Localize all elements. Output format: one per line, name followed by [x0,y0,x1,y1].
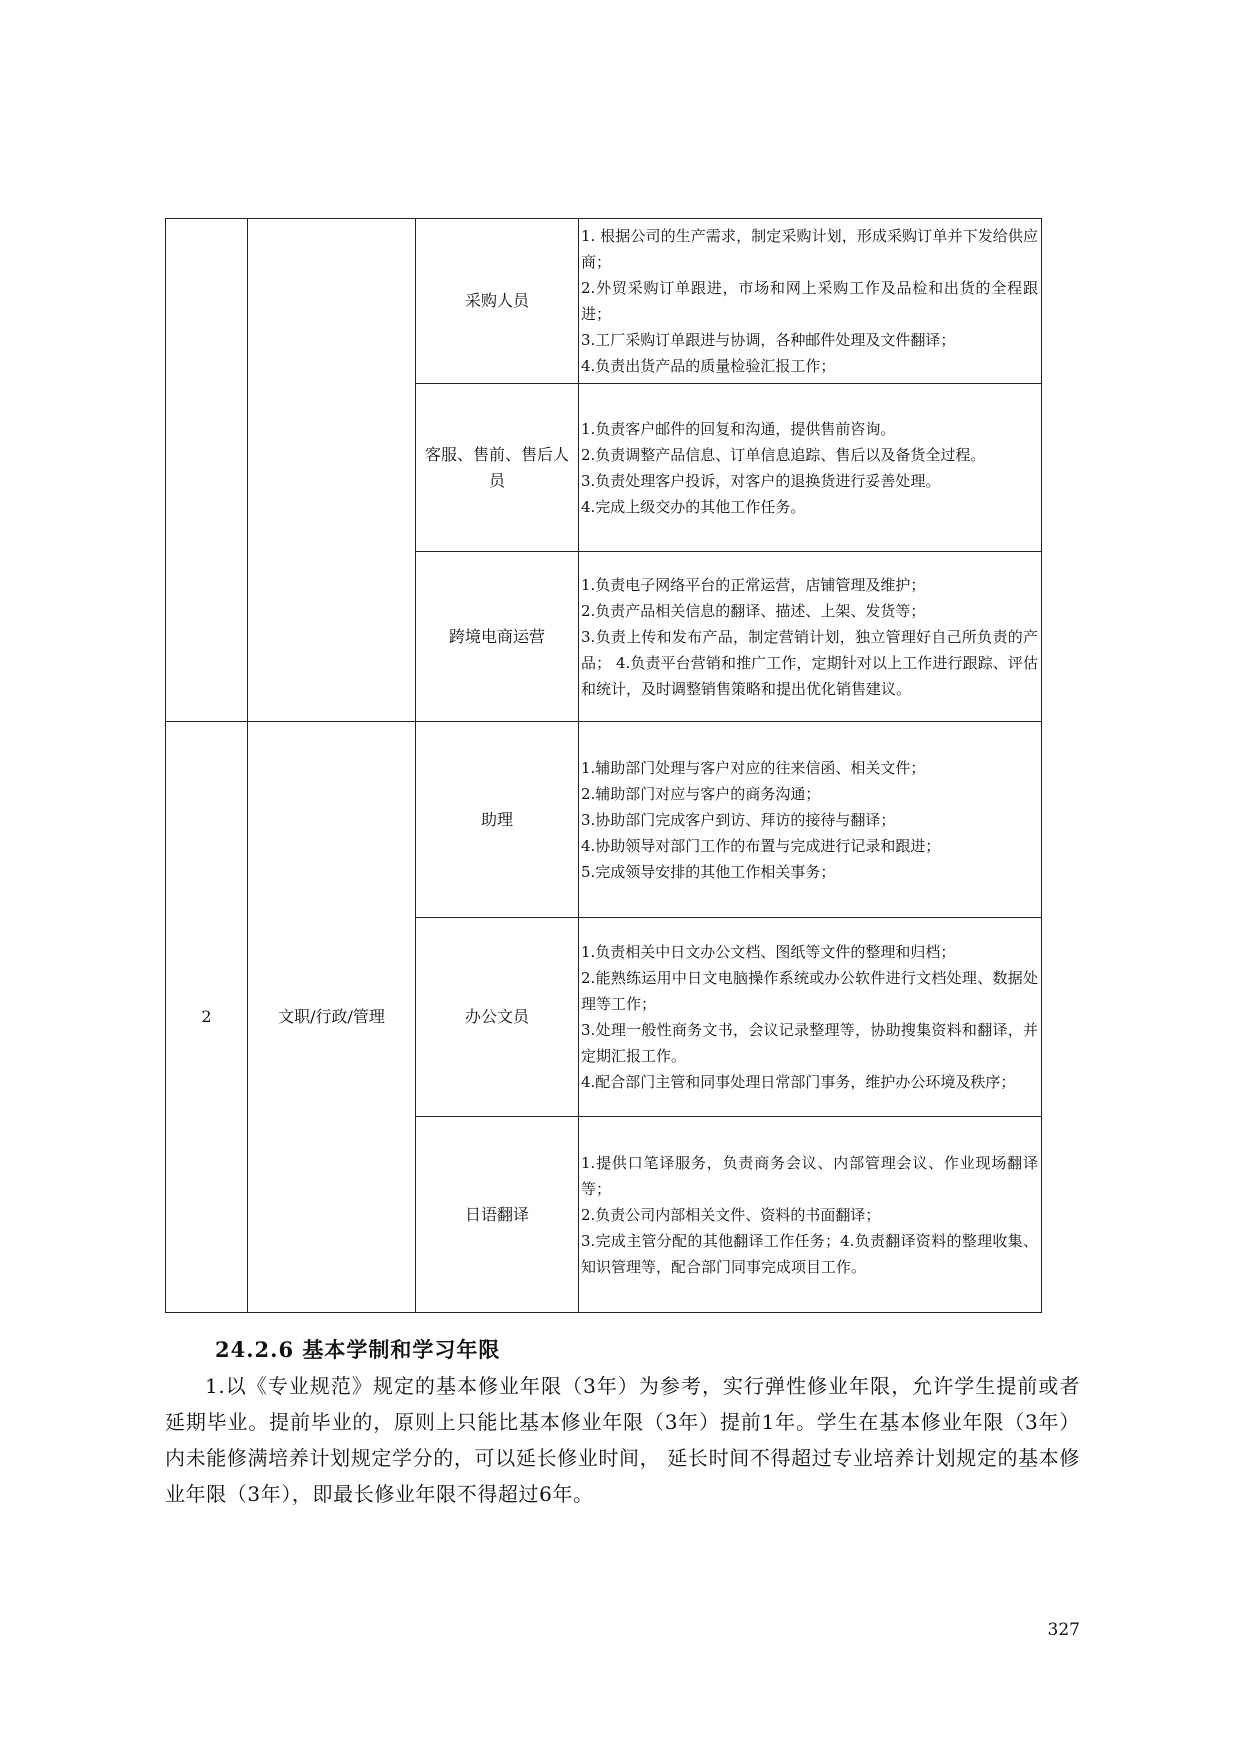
group-category-cell [248,219,416,722]
duties-cell [579,219,1042,384]
duty-line: 2.辅助部门对应与客户的商务沟通； [581,784,821,803]
duties-cell [579,722,1042,918]
table-row [166,219,1042,384]
position-title: 采购人员 [464,291,529,310]
duty-line: 3.完成主管分配的其他翻译工作任务；4.负责翻译资料的整理收集、知识管理等，配合部门同事完成项目工作。 [581,1231,1038,1276]
duty-line: 1.负责电子网络平台的正常运营，店铺管理及维护； [581,575,926,594]
duty-line: 4.协助领导对部门工作的布置与完成进行记录和跟进； [581,836,941,855]
position-title: 客服、售前、售后人员 [424,444,569,490]
duty-line: 3.处理一般性商务文书，会议记录整理等，协助搜集资料和翻译，并定期汇报工作。 [581,1021,1038,1065]
duty-line: 2.负责产品相关信息的翻译、描述、上架、发货等； [581,601,926,620]
duty-line: 3.负责上传和发布产品，制定营销计划，独立管理好自己所负责的产品； 4.负责平台营销和推广工作，定期针对以上工作进行跟踪、评估和统计，及时调整销售策略和提出优化销售建议。 [581,627,1038,698]
duty-line: 2.负责调整产品信息、订单信息追踪、售后以及备货全过程。 [581,445,986,464]
duty-line: 4.完成上级交办的其他工作任务。 [581,497,806,516]
duties-cell [579,384,1042,552]
position-title: 跨境电商运营 [448,626,545,646]
position-title-cell [416,918,579,1117]
duties-cell [579,918,1042,1117]
position-title-cell [416,384,579,552]
duty-line: 3.协助部门完成客户到访、拜访的接待与翻译； [581,810,896,829]
duty-line: 2.能熟练运用中日文电脑操作系统或办公软件进行文档处理、数据处理等工作； [581,969,1038,1013]
duty-line: 4.负责出货产品的质量检验汇报工作； [581,357,836,375]
duty-line: 2.负责公司内部相关文件、资料的书面翻译； [581,1205,881,1224]
position-title-cell [416,552,579,722]
duty-line: 5.完成领导安排的其他工作相关事务； [581,862,836,881]
position-title: 日语翻译 [464,1204,529,1224]
position-title-cell [416,1117,579,1313]
duties-cell [579,552,1042,722]
table-row [166,722,1042,918]
duty-line: 1.负责客户邮件的回复和沟通，提供售前咨询。 [581,419,896,438]
section-heading: 24.2.6 基本学制和学习年限 [215,1337,501,1362]
body-paragraph: 1.以《专业规范》规定的基本修业年限（3年）为参考，实行弹性修业年限，允许学生提前或者延期毕业。提前毕业的，原则上只能比基本修业年限（3年）提前1年。学生在基本修业年限（3年）内未能修满培养计划规定学分的，可以延长修业时间， 延长时间不得超过专业培养计划规定的基本修业年限（3年），即最长修业年限不得超过6年。 [165,1374,1080,1506]
job-duties-table [165,218,1042,1313]
page-number: 327 [1047,1620,1080,1640]
duty-line: 3.负责处理客户投诉，对客户的退换货进行妥善处理。 [581,471,941,490]
group-number-cell: 2 [166,722,248,1313]
duties-cell [579,1117,1042,1313]
position-title: 助理 [480,809,513,829]
group-number-cell [166,219,248,722]
group-category-cell: 文职/行政/管理 [248,722,416,1313]
duty-line: 1. 根据公司的生产需求，制定采购计划，形成采购订单并下发给供应商； [581,227,1038,271]
duty-line: 2.外贸采购订单跟进，市场和网上采购工作及品检和出货的全程跟进； [581,279,1038,323]
duty-line: 3.工厂采购订单跟进与协调，各种邮件处理及文件翻译； [581,331,956,349]
duty-line: 4.配合部门主管和同事处理日常部门事务，维护办公环境及秩序； [581,1073,1016,1091]
duty-line: 1.提供口笔译服务，负责商务会议、内部管理会议、作业现场翻译等； [581,1153,1038,1198]
duty-line: 1.辅助部门处理与客户对应的往来信函、相关文件； [581,758,926,777]
position-title-cell [416,219,579,384]
duty-line: 1.负责相关中日文办公文档、图纸等文件的整理和归档； [581,943,956,961]
position-title-cell [416,722,579,918]
position-title: 办公文员 [464,1007,529,1026]
